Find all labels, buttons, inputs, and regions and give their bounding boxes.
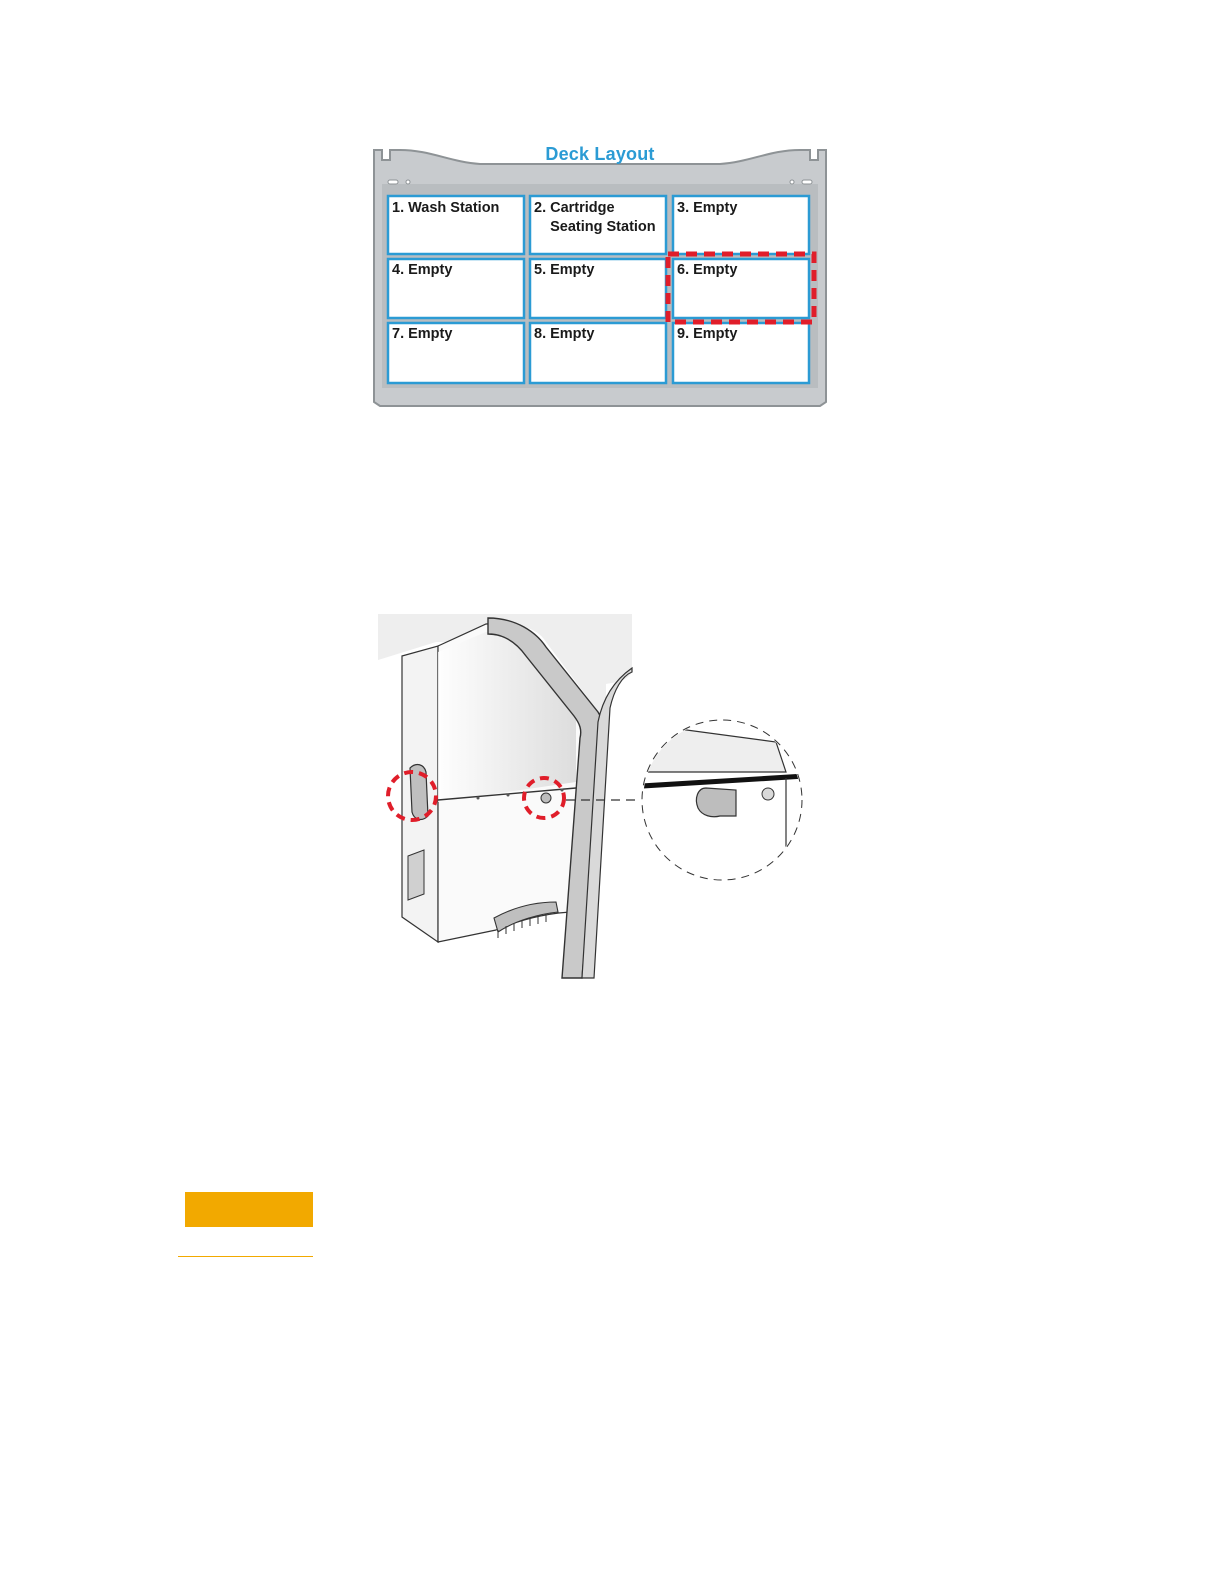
- mount-hole: [406, 180, 410, 184]
- mount-hole: [790, 180, 794, 184]
- slot-5-label: 5. Empty: [534, 262, 595, 278]
- installation-illustration: [376, 612, 808, 982]
- mount-slot: [802, 180, 812, 184]
- instrument-drawing: [376, 612, 808, 982]
- caution-divider: [178, 1256, 313, 1257]
- deck-layout-figure: [370, 140, 830, 408]
- slot-2-label: 2. Cartridge Seating Station: [534, 200, 656, 235]
- side-window: [408, 850, 424, 900]
- slot-3-label: 3. Empty: [677, 200, 738, 216]
- slot-6-label: 6. Empty: [677, 262, 738, 278]
- slot-4-label: 4. Empty: [392, 262, 453, 278]
- slot-7-label: 7. Empty: [392, 326, 453, 342]
- mount-slot: [388, 180, 398, 184]
- deck-layout-title: Deck Layout: [545, 144, 655, 164]
- slot-1-label: 1. Wash Station: [392, 200, 500, 216]
- module-shading: [438, 632, 576, 802]
- hinge-pin: [541, 793, 551, 803]
- slot-9-label: 9. Empty: [677, 326, 738, 342]
- caution-badge: [185, 1192, 313, 1227]
- slot-8-label: 8. Empty: [534, 326, 595, 342]
